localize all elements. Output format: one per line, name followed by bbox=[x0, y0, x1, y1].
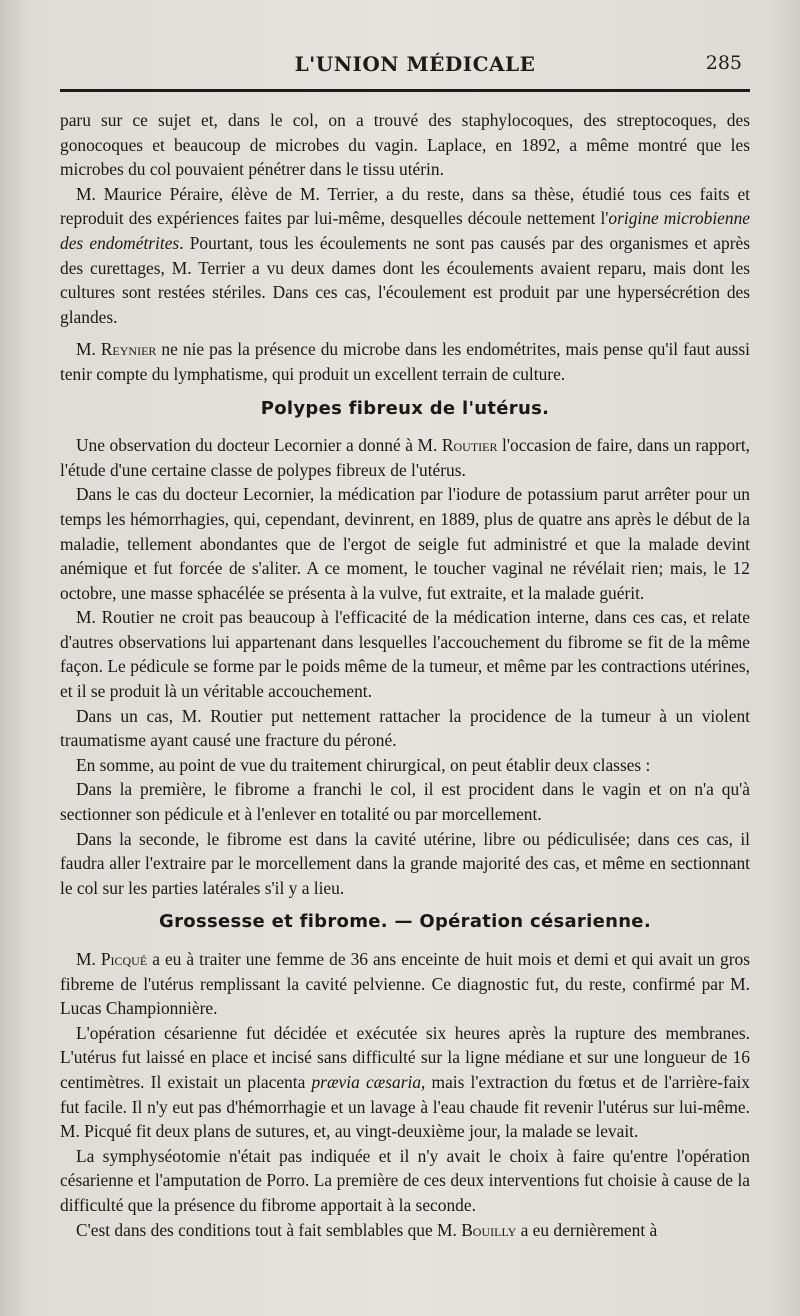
text-run: , mais l'extraction du fœtus et de l'arrière-faix fut facile. Il n'y eut pas d'hémorrhagie et un lavage à l'eau chaude fit revenir l'utérus sur lui-même. M. Picqué fit deux plans de sutures, et, au vingt-deuxième jour, la malade se levait. bbox=[60, 1071, 750, 1142]
text-run: l'occasion de faire, dans un rapport, l'étude d'une certaine classe de polypes fibreux de l'utérus. bbox=[60, 435, 751, 480]
author-name: Bouilly bbox=[461, 1219, 517, 1240]
text-run: M. bbox=[76, 949, 101, 969]
section-heading: Polypes fibreux de l'utérus. bbox=[260, 397, 550, 419]
author-name: Routier bbox=[441, 435, 498, 456]
body-text bbox=[60, 108, 750, 1242]
text-run: ne nie pas la présence du microbe dans les endométrites, mais pense qu'il faut aussi tenir compte du lymphatisme, qui produit un excellent terrain de culture. bbox=[60, 339, 750, 384]
paragraph: Dans la seconde, le fibrome est dans la cavité utérine, libre ou pédiculisée; dans ces cas, il faudra aller l'extraire par le morcellement dans la grande majorité des cas, et même en sectionnant le col sur les parties latérales s'il y a lieu. bbox=[60, 828, 750, 898]
paragraph bbox=[60, 1218, 750, 1243]
text-run: M. bbox=[76, 339, 101, 360]
page-number: 285 bbox=[705, 52, 742, 74]
paragraph bbox=[60, 433, 750, 482]
paragraph bbox=[60, 1021, 750, 1144]
header-rule bbox=[60, 89, 750, 92]
paragraph bbox=[60, 182, 750, 330]
text-run: a eu dernièrement à bbox=[516, 1219, 658, 1240]
running-header bbox=[60, 52, 770, 88]
paragraph: En somme, au point de vue du traitement chirurgical, on peut établir deux classes : bbox=[76, 754, 651, 775]
paragraph bbox=[60, 947, 750, 1021]
italic-term: prævia cæsaria bbox=[311, 1071, 422, 1092]
section-heading: Grossesse et fibrome. — Opération césarienne. bbox=[159, 911, 651, 933]
author-name: Reynier bbox=[100, 339, 157, 360]
text-run: M. Maurice Péraire, élève de M. Terrier, a du reste, dans sa thèse, étudié tous ces faits et reproduit des expériences faites par lui-même, desquelles découle nettement l' bbox=[60, 183, 750, 229]
italic-term: origine microbienne des endométrites bbox=[60, 208, 750, 253]
paragraph: M. Routier ne croit pas beaucoup à l'efficacité de la médication interne, dans ces cas, et relate d'autres observations lui appartenant dans lesquelles l'accouchement du fibrome se fit de la même façon. Le pédicule se forme par le poids même de la tumeur, et même par les contractions utérines, et il se produit là un véritable accouchement. bbox=[60, 607, 750, 702]
paragraph bbox=[60, 337, 750, 386]
paragraph: Dans un cas, M. Routier put nettement rattacher la procidence de la tumeur à un violent traumatisme ayant causé une fracture du péroné. bbox=[60, 705, 750, 751]
paragraph: Dans le cas du docteur Lecornier, la médication par l'iodure de potassium parut arrêter pour un temps les hémorrhagies, qui, cependant, devinrent, en 1889, plus de quatre ans après le début de la maladie, tellement abondantes que de l'ergot de seigle fut administré et que la malade devint anémique et fut forcée de s'aliter. A ce moment, le toucher vaginal ne révélait rien; mais, le 12 octobre, une masse sphacélée se présenta à la vulve, fut extraite, et la malade guérit. bbox=[60, 484, 750, 603]
text-run: C'est dans des conditions tout à fait semblables que M. bbox=[76, 1219, 462, 1240]
paragraph: paru sur ce sujet et, dans le col, on a trouvé des staphylocoques, des streptocoques, des gonocoques et beaucoup de microbes du vagin. Laplace, en 1892, a même montré que les microbes du col pouvaient pénétrer dans le tissu utérin. bbox=[60, 110, 750, 180]
journal-title: L'UNION MÉDICALE bbox=[294, 52, 536, 76]
text-run: Une observation du docteur Lecornier a donné à M. bbox=[76, 435, 442, 456]
text-run: L'opération césarienne fut décidée et exécutée six heures après la rupture des membranes. L'utérus fut laissé en place et incisé sans difficulté sur la ligne médiane et sur une longueur de 16 centimètres. Il existait un placenta bbox=[60, 1022, 750, 1092]
paragraph: La symphyséotomie n'était pas indiquée et il n'y avait le choix à faire qu'entre l'opération césarienne et l'amputation de Porro. La première de ces deux interventions fut choisie à cause de la difficulté que la présence du fibrome apportait à la seconde. bbox=[60, 1145, 750, 1215]
paragraph: Dans la première, le fibrome a franchi le col, il est procident dans le vagin et on n'a qu'à sectionner son pédicule et à l'enlever en totalité ou par morcellement. bbox=[60, 779, 750, 825]
author-name: Picqué bbox=[100, 949, 148, 969]
text-run: . Pourtant, tous les écoulements ne sont pas causés par des organismes et après des curettages, M. Terrier a vu deux dames dont les écoulements avaient reparu, mais dont les cultures sont restées stériles. Dans ces cas, l'écoulement est produit par une hypersécrétion des glandes. bbox=[60, 232, 750, 327]
text-run: a eu à traiter une femme de 36 ans enceinte de huit mois et demi et qui avait un gros fibreme de l'utérus remplissant la cavité pelvienne. Ce diagnostic fut, du reste, confirmé par M. Lucas Championnière. bbox=[60, 949, 750, 1019]
